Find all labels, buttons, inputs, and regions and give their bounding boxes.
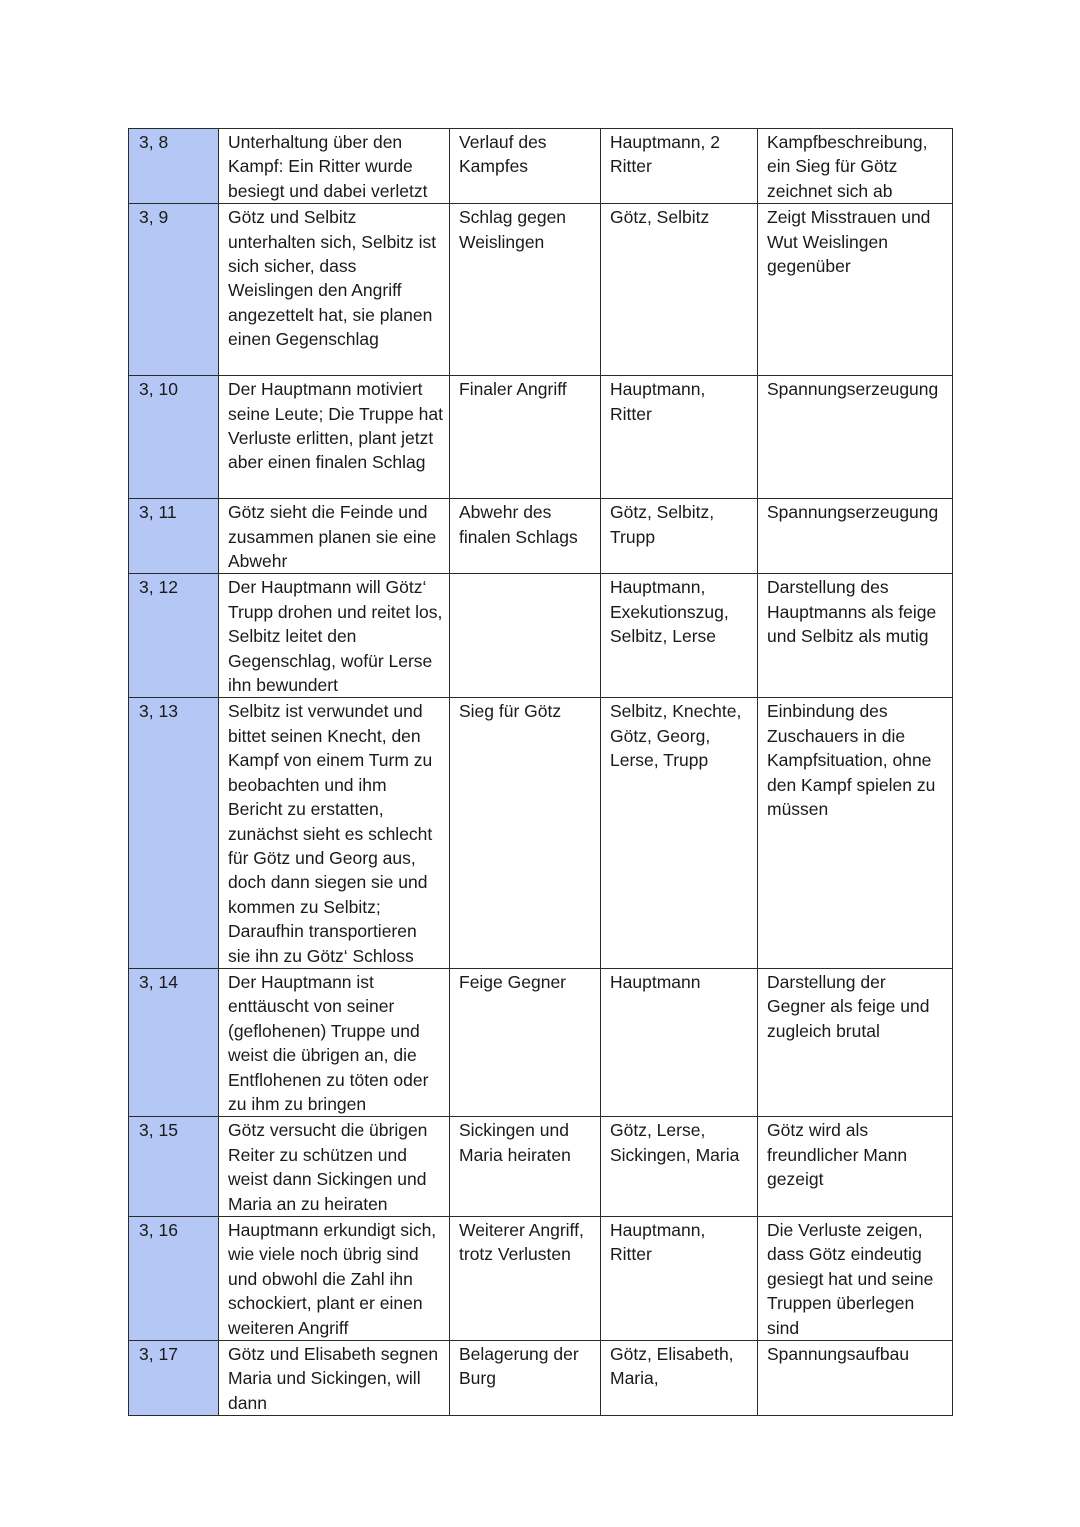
characters-cell: Hauptmann [601, 968, 758, 1116]
content-cell: Götz und Selbitz unterhalten sich, Selbitz ist sich sicher, dass Weislingen den Angriff angezettelt hat, sie planen einen Gegenschlag [219, 204, 450, 376]
content-cell: Unterhaltung über den Kampf: Ein Ritter wurde besiegt und dabei verletzt [219, 129, 450, 204]
characters-cell: Hauptmann, Ritter [601, 1217, 758, 1341]
function-cell: Spannungserzeugung [758, 499, 953, 574]
scene-number-cell: 3, 12 [129, 574, 219, 698]
characters-cell: Hauptmann, Ritter [601, 376, 758, 499]
function-cell: Die Verluste zeigen, dass Götz eindeutig gesiegt hat und seine Truppen überlegen sind [758, 1217, 953, 1341]
content-cell: Der Hauptmann motiviert seine Leute; Die Truppe hat Verluste erlitten, plant jetzt aber einen finalen Schlag [219, 376, 450, 499]
content-cell: Götz versucht die übrigen Reiter zu schützen und weist dann Sickingen und Maria an zu heiraten [219, 1117, 450, 1217]
theme-cell [450, 574, 601, 698]
scene-number-cell: 3, 9 [129, 204, 219, 376]
function-cell: Darstellung des Hauptmanns als feige und Selbitz als mutig [758, 574, 953, 698]
scene-number-cell: 3, 8 [129, 129, 219, 204]
table-row [129, 968, 953, 1116]
theme-cell: Weiterer Angriff, trotz Verlusten [450, 1217, 601, 1341]
table-row [129, 1341, 953, 1416]
function-cell: Zeigt Misstrauen und Wut Weislingen gegenüber [758, 204, 953, 376]
content-cell: Der Hauptmann ist enttäuscht von seiner (geflohenen) Truppe und weist die übrigen an, die Entflohenen zu töten oder zu ihm zu bringen [219, 968, 450, 1116]
content-cell: Götz und Elisabeth segnen Maria und Sickingen, will dann [219, 1341, 450, 1416]
theme-cell: Schlag gegen Weislingen [450, 204, 601, 376]
theme-cell: Belagerung der Burg [450, 1341, 601, 1416]
function-cell: Kampfbeschreibung, ein Sieg für Götz zeichnet sich ab [758, 129, 953, 204]
scene-number-cell: 3, 16 [129, 1217, 219, 1341]
characters-cell: Selbitz, Knechte, Götz, Georg, Lerse, Trupp [601, 698, 758, 968]
table-row [129, 499, 953, 574]
function-cell: Einbindung des Zuschauers in die Kampfsituation, ohne den Kampf spielen zu müssen [758, 698, 953, 968]
theme-cell: Sickingen und Maria heiraten [450, 1117, 601, 1217]
scene-number-cell: 3, 11 [129, 499, 219, 574]
characters-cell: Götz, Elisabeth, Maria, [601, 1341, 758, 1416]
content-cell: Der Hauptmann will Götz‘ Trupp drohen und reitet los, Selbitz leitet den Gegenschlag, wofür Lerse ihn bewundert [219, 574, 450, 698]
function-cell: Darstellung der Gegner als feige und zugleich brutal [758, 968, 953, 1116]
theme-cell: Finaler Angriff [450, 376, 601, 499]
table-row [129, 129, 953, 204]
scene-number-cell: 3, 14 [129, 968, 219, 1116]
characters-cell: Götz, Selbitz [601, 204, 758, 376]
content-cell: Selbitz ist verwundet und bittet seinen Knecht, den Kampf von einem Turm zu beobachten und ihm Bericht zu erstatten, zunächst sieht es schlecht für Götz und Georg aus, doch dann siegen sie und kommen zu Selbitz; Daraufhin transportieren sie ihn zu Götz‘ Schloss [219, 698, 450, 968]
function-cell: Spannungsaufbau [758, 1341, 953, 1416]
function-cell: Götz wird als freundlicher Mann gezeigt [758, 1117, 953, 1217]
characters-cell: Götz, Selbitz, Trupp [601, 499, 758, 574]
characters-cell: Götz, Lerse, Sickingen, Maria [601, 1117, 758, 1217]
theme-cell: Verlauf des Kampfes [450, 129, 601, 204]
scene-number-cell: 3, 15 [129, 1117, 219, 1217]
characters-cell: Hauptmann, 2 Ritter [601, 129, 758, 204]
characters-cell: Hauptmann, Exekutionszug, Selbitz, Lerse [601, 574, 758, 698]
content-cell: Götz sieht die Feinde und zusammen planen sie eine Abwehr [219, 499, 450, 574]
scene-number-cell: 3, 17 [129, 1341, 219, 1416]
table-row [129, 204, 953, 376]
theme-cell: Sieg für Götz [450, 698, 601, 968]
scene-number-cell: 3, 13 [129, 698, 219, 968]
scene-table [128, 128, 953, 1416]
table-row [129, 1217, 953, 1341]
table-row [129, 698, 953, 968]
table-row [129, 574, 953, 698]
content-cell: Hauptmann erkundigt sich, wie viele noch übrig sind und obwohl die Zahl ihn schockiert, plant er einen weiteren Angriff [219, 1217, 450, 1341]
scene-number-cell: 3, 10 [129, 376, 219, 499]
theme-cell: Abwehr des finalen Schlags [450, 499, 601, 574]
theme-cell: Feige Gegner [450, 968, 601, 1116]
function-cell: Spannungserzeugung [758, 376, 953, 499]
table-row [129, 1117, 953, 1217]
table-row [129, 376, 953, 499]
